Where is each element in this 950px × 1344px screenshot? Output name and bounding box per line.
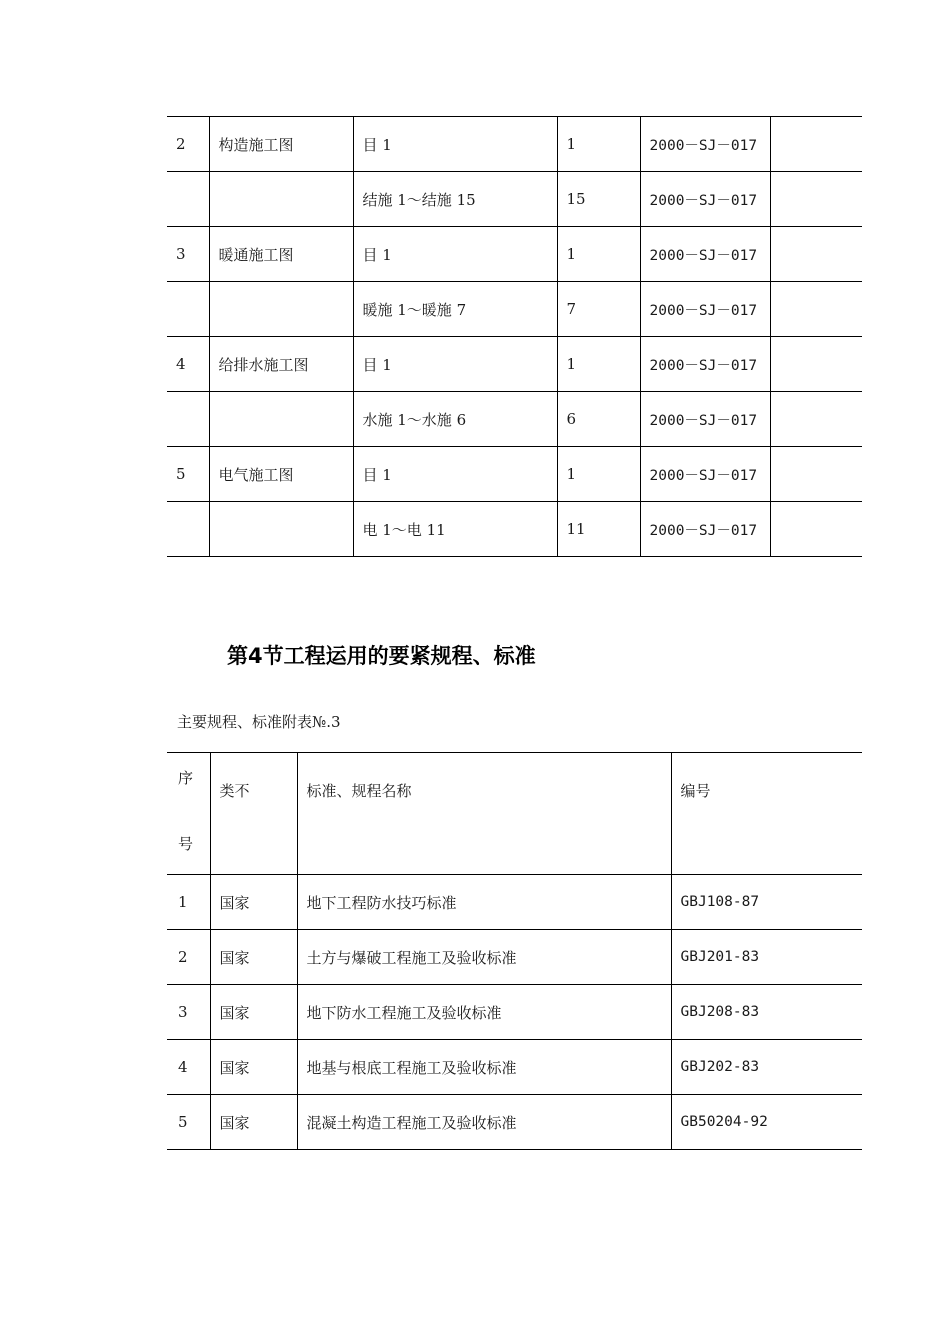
standard-category-cell: 国家	[210, 1095, 297, 1150]
standard-name-cell: 地下工程防水技巧标准	[297, 875, 671, 930]
drawing-code-cell: 2000－SJ－017	[640, 227, 770, 282]
standard-code-cell: GBJ208-83	[671, 985, 862, 1040]
drawing-row	[167, 337, 862, 392]
drawing-count-cell: 1	[557, 227, 640, 282]
header-seq-bottom: 号	[178, 835, 194, 853]
drawing-name-cell: 构造施工图	[209, 117, 353, 172]
drawing-note-cell	[770, 227, 862, 282]
drawing-range-cell: 目 1	[353, 447, 557, 502]
standard-row	[167, 1095, 862, 1150]
standard-code-cell: GBJ108-87	[671, 875, 862, 930]
drawing-note-cell	[770, 447, 862, 502]
drawing-count-cell: 11	[557, 502, 640, 557]
drawing-count-cell: 1	[557, 447, 640, 502]
drawing-row	[167, 392, 862, 447]
drawing-range-cell: 目 1	[353, 117, 557, 172]
standard-code-cell: GBJ201-83	[671, 930, 862, 985]
drawing-no-cell: 4	[167, 337, 209, 392]
drawing-no-cell	[167, 282, 209, 337]
drawing-code-cell: 2000－SJ－017	[640, 502, 770, 557]
drawing-name-cell: 电气施工图	[209, 447, 353, 502]
standard-code-cell: GB50204-92	[671, 1095, 862, 1150]
section-heading: 第4节工程运用的要紧规程、标准	[227, 644, 536, 668]
standard-row	[167, 875, 862, 930]
drawing-no-cell	[167, 172, 209, 227]
drawing-row	[167, 502, 862, 557]
drawing-range-cell: 水施 1～水施 6	[353, 392, 557, 447]
drawing-code-cell: 2000－SJ－017	[640, 282, 770, 337]
standard-no-cell: 5	[167, 1095, 210, 1150]
standard-row	[167, 985, 862, 1040]
standard-category-cell: 国家	[210, 875, 297, 930]
drawing-note-cell	[770, 172, 862, 227]
standard-name-cell: 地基与根底工程施工及验收标准	[297, 1040, 671, 1095]
drawing-note-cell	[770, 502, 862, 557]
drawing-row	[167, 282, 862, 337]
drawing-row	[167, 117, 862, 172]
drawing-no-cell: 5	[167, 447, 209, 502]
standard-row	[167, 1040, 862, 1095]
drawing-code-cell: 2000－SJ－017	[640, 117, 770, 172]
drawing-note-cell	[770, 392, 862, 447]
drawing-code-cell: 2000－SJ－017	[640, 172, 770, 227]
drawing-note-cell	[770, 117, 862, 172]
standards-table	[167, 752, 862, 1150]
drawing-range-cell: 目 1	[353, 337, 557, 392]
drawing-range-cell: 暖施 1～暖施 7	[353, 282, 557, 337]
table-caption: 主要规程、标准附表№.3	[177, 713, 341, 731]
standard-no-cell: 4	[167, 1040, 210, 1095]
drawing-code-cell: 2000－SJ－017	[640, 392, 770, 447]
standard-name-cell: 土方与爆破工程施工及验收标准	[297, 930, 671, 985]
drawing-name-cell	[209, 392, 353, 447]
header-seq-top: 序	[178, 769, 194, 787]
drawing-no-cell	[167, 502, 209, 557]
drawing-no-cell: 3	[167, 227, 209, 282]
header-category: 类不	[210, 753, 297, 875]
standard-category-cell: 国家	[210, 1040, 297, 1095]
drawing-code-cell: 2000－SJ－017	[640, 337, 770, 392]
drawing-row	[167, 172, 862, 227]
drawing-range-cell: 目 1	[353, 227, 557, 282]
drawing-count-cell: 1	[557, 337, 640, 392]
drawing-no-cell: 2	[167, 117, 209, 172]
drawing-name-cell: 暖通施工图	[209, 227, 353, 282]
drawing-count-cell: 7	[557, 282, 640, 337]
standard-code-cell: GBJ202-83	[671, 1040, 862, 1095]
drawing-no-cell	[167, 392, 209, 447]
header-seq-cell	[167, 753, 210, 875]
drawing-count-cell: 1	[557, 117, 640, 172]
drawing-name-cell	[209, 172, 353, 227]
drawing-note-cell	[770, 337, 862, 392]
standard-row	[167, 930, 862, 985]
drawing-range-cell: 结施 1～结施 15	[353, 172, 557, 227]
drawing-range-cell: 电 1～电 11	[353, 502, 557, 557]
standard-category-cell: 国家	[210, 930, 297, 985]
drawing-row	[167, 447, 862, 502]
drawing-note-cell	[770, 282, 862, 337]
drawing-count-cell: 15	[557, 172, 640, 227]
drawing-name-cell	[209, 282, 353, 337]
drawing-name-cell	[209, 502, 353, 557]
drawing-code-cell: 2000－SJ－017	[640, 447, 770, 502]
drawing-name-cell: 给排水施工图	[209, 337, 353, 392]
standard-name-cell: 混凝土构造工程施工及验收标准	[297, 1095, 671, 1150]
standards-header-row	[167, 753, 862, 875]
standard-no-cell: 1	[167, 875, 210, 930]
drawings-table	[167, 116, 862, 557]
standard-name-cell: 地下防水工程施工及验收标准	[297, 985, 671, 1040]
header-name: 标准、规程名称	[297, 753, 671, 875]
header-code: 编号	[671, 753, 862, 875]
drawing-count-cell: 6	[557, 392, 640, 447]
drawing-row	[167, 227, 862, 282]
standard-no-cell: 3	[167, 985, 210, 1040]
standard-no-cell: 2	[167, 930, 210, 985]
standard-category-cell: 国家	[210, 985, 297, 1040]
